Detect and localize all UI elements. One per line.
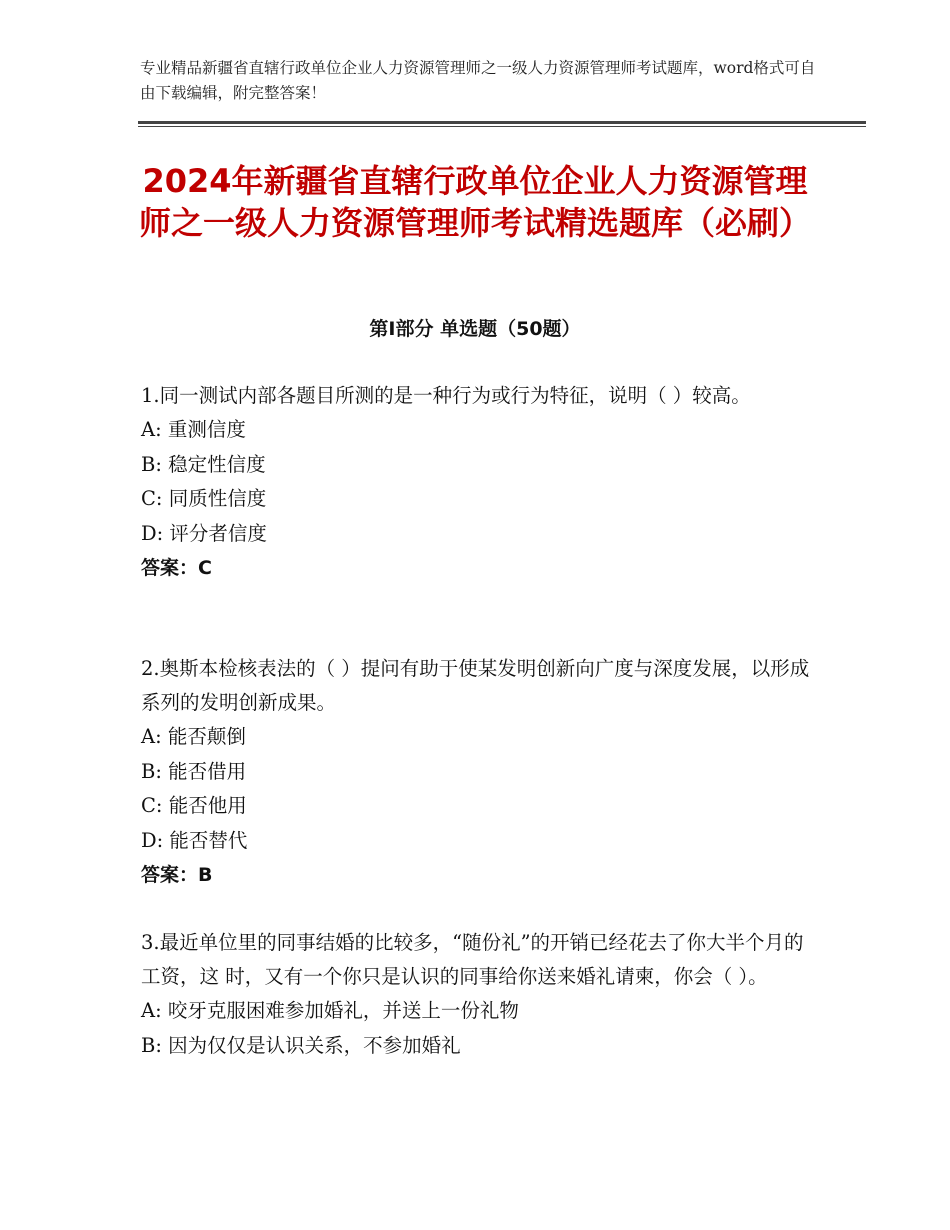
option-a: A: 重测信度 <box>141 418 246 441</box>
question-stem: 1.同一测试内部各题目所测的是一种行为或行为特征，说明（ ）较高。 <box>141 384 751 407</box>
header-divider-thick <box>138 121 866 124</box>
option-a: A: 咬牙克服困难参加婚礼，并送上一份礼物 <box>141 999 519 1022</box>
option-b: B: 稳定性信度 <box>141 452 266 476</box>
section-heading: 第Ⅰ部分 单选题（50题） <box>369 318 581 340</box>
option-d: D: 评分者信度 <box>141 521 267 545</box>
header-divider-thin <box>138 126 866 127</box>
question-stem: 3.最近单位里的同事结婚的比较多，“随份礼”的开销已经花去了你大半个月的工资，这 时，又有一个你只是认识的同事给你送来婚礼请柬，你会（ ）。 <box>141 931 804 988</box>
option-b: B: 因为仅仅是认识关系，不参加婚礼 <box>141 1033 461 1057</box>
option-b: B: 能否借用 <box>141 759 247 783</box>
header-note: 专业精品新疆省直辖行政单位企业人力资源管理师之一级人力资源管理师考试题库，word格式可自由下载编辑，附完整答案！ <box>140 59 816 102</box>
document-title: 2024年新疆省直辖行政单位企业人力资源管理师之一级人力资源管理师考试精选题库（必刷） <box>138 162 811 242</box>
option-a: A: 能否颠倒 <box>141 725 246 748</box>
option-c: C: 同质性信度 <box>141 487 267 510</box>
question-3 <box>141 926 821 1063</box>
question-2 <box>141 652 821 892</box>
answer-line: 答案：C <box>141 557 212 579</box>
option-d: D: 能否替代 <box>141 828 248 852</box>
question-1 <box>141 379 821 585</box>
answer-line: 答案：B <box>141 864 213 886</box>
option-c: C: 能否他用 <box>141 794 247 817</box>
question-stem: 2.奥斯本检核表法的（ ）提问有助于使某发明创新向广度与深度发展，以形成系列的发明创新成果。 <box>141 657 810 714</box>
